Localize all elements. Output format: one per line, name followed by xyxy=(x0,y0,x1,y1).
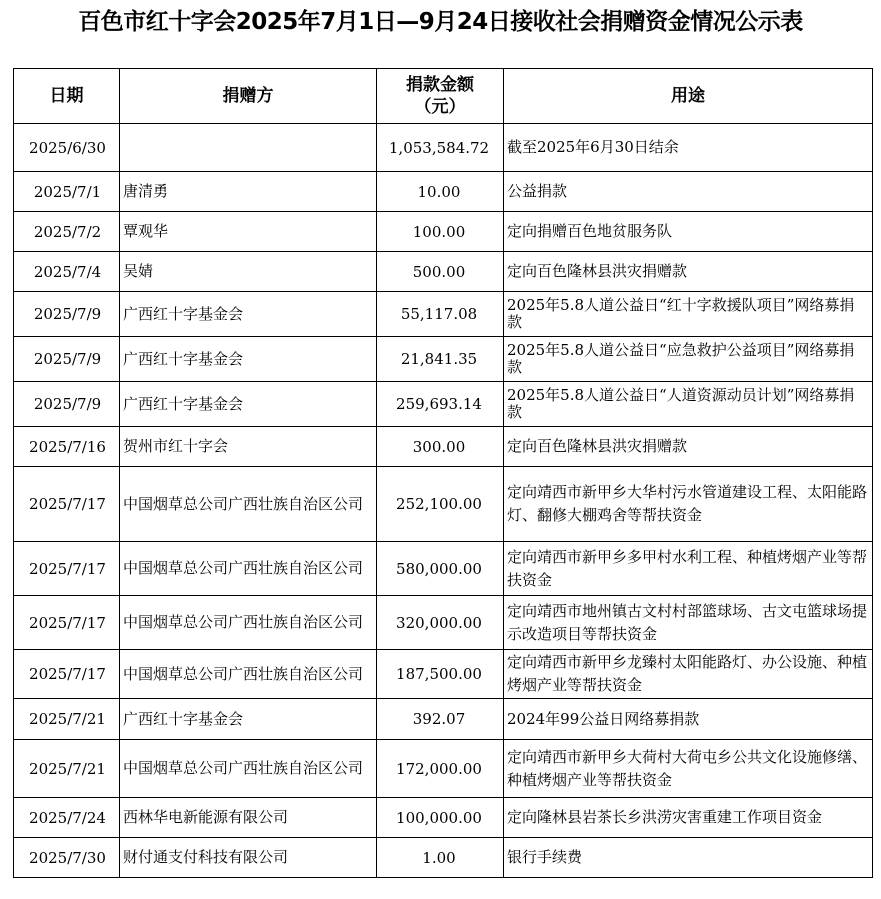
cell-date: 2025/7/9 xyxy=(14,292,120,337)
table-row xyxy=(14,542,873,596)
header-purpose: 用途 xyxy=(504,69,873,124)
cell-date: 2025/6/30 xyxy=(14,124,120,172)
cell-purpose: 定向隆林县岩茶长乡洪涝灾害重建工作项目资金 xyxy=(504,798,873,838)
cell-date: 2025/7/16 xyxy=(14,427,120,467)
cell-donor: 广西红十字基金会 xyxy=(120,292,377,337)
cell-date: 2025/7/1 xyxy=(14,172,120,212)
cell-purpose: 2024年99公益日网络募捐款 xyxy=(504,699,873,740)
cell-purpose: 定向百色隆林县洪灾捐赠款 xyxy=(504,252,873,292)
cell-amount: 187,500.00 xyxy=(377,650,504,699)
table-row xyxy=(14,699,873,740)
cell-donor xyxy=(120,124,377,172)
cell-donor: 中国烟草总公司广西壮族自治区公司 xyxy=(120,542,377,596)
table-row xyxy=(14,337,873,382)
cell-date: 2025/7/24 xyxy=(14,798,120,838)
cell-amount: 1,053,584.72 xyxy=(377,124,504,172)
cell-purpose: 截至2025年6月30日结余 xyxy=(504,124,873,172)
cell-purpose: 定向靖西市新甲乡大华村污水管道建设工程、太阳能路灯、翻修大棚鸡舍等帮扶资金 xyxy=(504,467,873,542)
cell-date: 2025/7/4 xyxy=(14,252,120,292)
cell-purpose: 定向百色隆林县洪灾捐赠款 xyxy=(504,427,873,467)
cell-purpose: 定向靖西市新甲乡龙臻村太阳能路灯、办公设施、种植烤烟产业等帮扶资金 xyxy=(504,650,873,699)
cell-amount: 10.00 xyxy=(377,172,504,212)
cell-date: 2025/7/17 xyxy=(14,650,120,699)
cell-amount: 320,000.00 xyxy=(377,596,504,650)
table-header-row xyxy=(14,69,873,124)
table-row xyxy=(14,124,873,172)
table-row xyxy=(14,382,873,427)
cell-donor: 中国烟草总公司广西壮族自治区公司 xyxy=(120,596,377,650)
donation-table xyxy=(13,68,873,878)
cell-date: 2025/7/17 xyxy=(14,596,120,650)
page-title: 百色市红十字会2025年7月1日—9月24日接收社会捐赠资金情况公示表 xyxy=(78,9,803,35)
cell-donor: 覃观华 xyxy=(120,212,377,252)
table-row xyxy=(14,798,873,838)
cell-purpose: 2025年5.8人道公益日“人道资源动员计划”网络募捐款 xyxy=(504,382,873,427)
cell-date: 2025/7/17 xyxy=(14,542,120,596)
table-row xyxy=(14,596,873,650)
cell-donor: 广西红十字基金会 xyxy=(120,699,377,740)
table-row xyxy=(14,252,873,292)
cell-donor: 广西红十字基金会 xyxy=(120,382,377,427)
cell-amount: 392.07 xyxy=(377,699,504,740)
cell-amount: 500.00 xyxy=(377,252,504,292)
cell-amount: 100.00 xyxy=(377,212,504,252)
cell-donor: 西林华电新能源有限公司 xyxy=(120,798,377,838)
table-row xyxy=(14,172,873,212)
cell-amount: 300.00 xyxy=(377,427,504,467)
cell-purpose: 定向靖西市新甲乡多甲村水利工程、种植烤烟产业等帮扶资金 xyxy=(504,542,873,596)
cell-date: 2025/7/9 xyxy=(14,337,120,382)
cell-donor: 财付通支付科技有限公司 xyxy=(120,838,377,878)
cell-donor: 广西红十字基金会 xyxy=(120,337,377,382)
cell-donor: 吴婧 xyxy=(120,252,377,292)
table-row xyxy=(14,467,873,542)
header-amount: 捐款金额（元） xyxy=(377,69,504,124)
cell-purpose: 2025年5.8人道公益日“应急救护公益项目”网络募捐款 xyxy=(504,337,873,382)
cell-donor: 贺州市红十字会 xyxy=(120,427,377,467)
cell-amount: 172,000.00 xyxy=(377,740,504,798)
cell-purpose: 2025年5.8人道公益日“红十字救援队项目”网络募捐款 xyxy=(504,292,873,337)
table-row xyxy=(14,740,873,798)
cell-purpose: 定向捐赠百色地贫服务队 xyxy=(504,212,873,252)
cell-purpose: 定向靖西市地州镇古文村村部篮球场、古文屯篮球场提示改造项目等帮扶资金 xyxy=(504,596,873,650)
cell-date: 2025/7/9 xyxy=(14,382,120,427)
cell-purpose: 公益捐款 xyxy=(504,172,873,212)
table-row xyxy=(14,292,873,337)
table-row xyxy=(14,838,873,878)
table-row xyxy=(14,650,873,699)
cell-donor: 唐清勇 xyxy=(120,172,377,212)
table-body xyxy=(14,124,873,878)
cell-amount: 100,000.00 xyxy=(377,798,504,838)
cell-donor: 中国烟草总公司广西壮族自治区公司 xyxy=(120,650,377,699)
cell-donor: 中国烟草总公司广西壮族自治区公司 xyxy=(120,740,377,798)
cell-amount: 252,100.00 xyxy=(377,467,504,542)
cell-amount: 259,693.14 xyxy=(377,382,504,427)
cell-amount: 580,000.00 xyxy=(377,542,504,596)
cell-amount: 21,841.35 xyxy=(377,337,504,382)
cell-date: 2025/7/17 xyxy=(14,467,120,542)
cell-amount: 1.00 xyxy=(377,838,504,878)
cell-amount: 55,117.08 xyxy=(377,292,504,337)
cell-date: 2025/7/21 xyxy=(14,740,120,798)
cell-purpose: 银行手续费 xyxy=(504,838,873,878)
header-donor: 捐赠方 xyxy=(120,69,377,124)
cell-donor: 中国烟草总公司广西壮族自治区公司 xyxy=(120,467,377,542)
table-row xyxy=(14,212,873,252)
cell-date: 2025/7/2 xyxy=(14,212,120,252)
table-row xyxy=(14,427,873,467)
cell-purpose: 定向靖西市新甲乡大荷村大荷屯乡公共文化设施修缮、种植烤烟产业等帮扶资金 xyxy=(504,740,873,798)
cell-date: 2025/7/21 xyxy=(14,699,120,740)
cell-date: 2025/7/30 xyxy=(14,838,120,878)
header-date: 日期 xyxy=(14,69,120,124)
